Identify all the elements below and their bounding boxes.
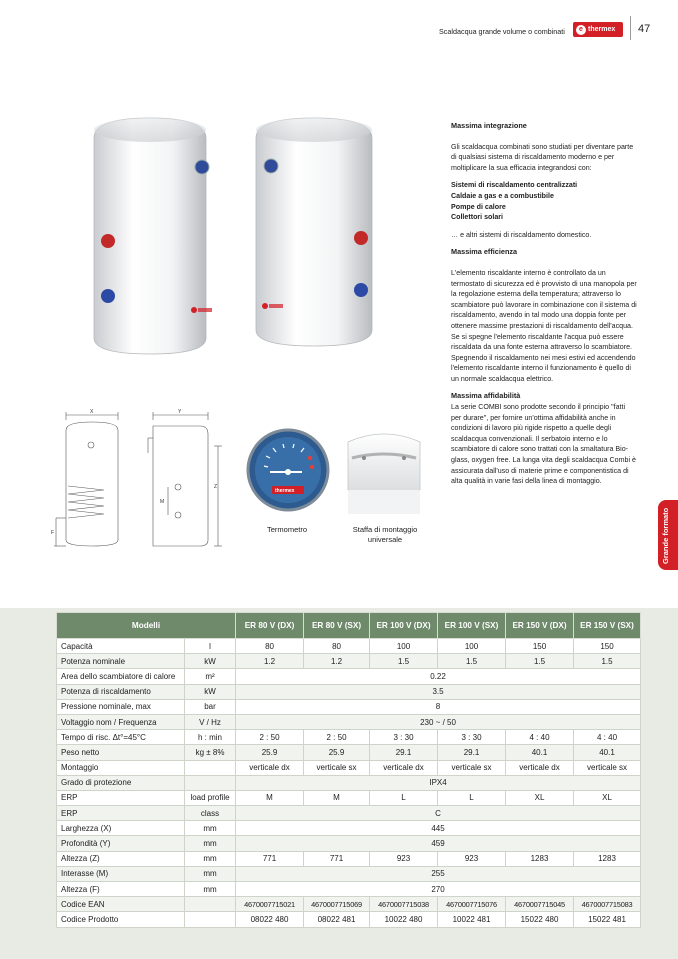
row-value: 923 (438, 851, 506, 866)
dimension-diagram (50, 408, 225, 553)
row-value: 1.5 (438, 654, 506, 669)
row-unit: m² (185, 669, 236, 684)
table-row (57, 821, 641, 836)
product-images (80, 110, 400, 365)
row-value: XL (506, 790, 574, 805)
row-value: 10022 481 (438, 912, 506, 927)
row-label: Voltaggio nom / Frequenza (57, 714, 185, 729)
header-model: ER 80 V (DX) (236, 613, 304, 639)
row-value: verticale sx (438, 760, 506, 775)
header-model: ER 80 V (SX) (304, 613, 370, 639)
header-model: ER 150 V (SX) (574, 613, 641, 639)
paragraph-others: … e altri sistemi di riscaldamento domestico. (451, 230, 592, 239)
row-value: 80 (236, 639, 304, 654)
description-column (451, 121, 637, 487)
table-row (57, 897, 641, 912)
table-row (57, 699, 641, 714)
row-value: 150 (574, 639, 641, 654)
row-value: 4670007715076 (438, 897, 506, 912)
table-row (57, 866, 641, 881)
row-value: XL (574, 790, 641, 805)
header-model: ER 100 V (SX) (438, 613, 506, 639)
caption-thermometer: Termometro (266, 525, 307, 534)
row-unit: class (185, 806, 236, 821)
row-value: 29.1 (370, 745, 438, 760)
table-row (57, 684, 641, 699)
row-label: ERP (57, 806, 185, 821)
row-value: 150 (506, 639, 574, 654)
row-value-merged: 459 (236, 836, 641, 851)
row-value: 15022 481 (574, 912, 641, 927)
table-row (57, 654, 641, 669)
table-row (57, 912, 641, 927)
header-models: Modelli (57, 613, 236, 639)
row-value: verticale sx (304, 760, 370, 775)
row-unit: l (185, 639, 236, 654)
row-value: 771 (236, 851, 304, 866)
row-value: verticale dx (506, 760, 574, 775)
table-row (57, 669, 641, 684)
cold-inlet-icon (354, 283, 368, 297)
brand-mark-icon (262, 303, 268, 309)
row-unit (185, 775, 236, 790)
table-row (57, 745, 641, 760)
heading-reliability: Massima affidabilità (451, 391, 521, 401)
row-value: 4670007715038 (370, 897, 438, 912)
row-unit: mm (185, 866, 236, 881)
row-unit: mm (185, 882, 236, 897)
dim-y-label: Y (178, 409, 182, 415)
caption-bracket: Staffa di montaggio universale (352, 525, 418, 544)
row-value-merged: IPX4 (236, 775, 641, 790)
row-value: 1.2 (236, 654, 304, 669)
bullet-item: Caldaie a gas e a combustibile (451, 191, 554, 200)
hot-outlet-icon (354, 231, 368, 245)
row-value: 1.5 (574, 654, 641, 669)
row-value-merged: 8 (236, 699, 641, 714)
row-value: 100 (370, 639, 438, 654)
row-value: 10022 480 (370, 912, 438, 927)
table-row (57, 730, 641, 745)
row-unit: mm (185, 821, 236, 836)
heading-integration: Massima integrazione (451, 121, 527, 130)
row-label: Codice EAN (57, 897, 185, 912)
row-value: 1.2 (304, 654, 370, 669)
row-label: ERP (57, 790, 185, 805)
heading-efficiency: Massima efficienza (451, 247, 518, 257)
table-row (57, 639, 641, 654)
table-row (57, 806, 641, 821)
bullet-item: Pompe di calore (451, 202, 506, 211)
row-value-merged: 0.22 (236, 669, 641, 684)
page-number: 47 (638, 23, 651, 35)
dim-f-label: F (51, 530, 55, 536)
row-unit: V / Hz (185, 714, 236, 729)
table-row (57, 790, 641, 805)
row-value: 1.5 (506, 654, 574, 669)
row-value: 40.1 (574, 745, 641, 760)
row-value: 4670007715069 (304, 897, 370, 912)
row-value: L (438, 790, 506, 805)
row-unit (185, 760, 236, 775)
row-unit: mm (185, 836, 236, 851)
dim-m-label: M (160, 499, 165, 505)
row-label: Larghezza (X) (57, 821, 185, 836)
spec-table (56, 612, 641, 928)
row-label: Tempo di risc. Δt°=45°C (57, 730, 185, 745)
row-value: 1283 (506, 851, 574, 866)
row-value: 25.9 (236, 745, 304, 760)
row-unit: kW (185, 684, 236, 699)
row-value: 2 : 50 (304, 730, 370, 745)
row-value: 4670007715045 (506, 897, 574, 912)
row-value: 15022 480 (506, 912, 574, 927)
table-row (57, 836, 641, 851)
row-unit: mm (185, 851, 236, 866)
row-value: 4 : 40 (574, 730, 641, 745)
row-label: Pressione nominale, max (57, 699, 185, 714)
row-value: 1283 (574, 851, 641, 866)
row-value: 923 (370, 851, 438, 866)
row-label: Potenza di riscaldamento (57, 684, 185, 699)
row-label: Profondità (Y) (57, 836, 185, 851)
header-divider (630, 16, 631, 40)
table-row (57, 760, 641, 775)
row-value: 3 : 30 (370, 730, 438, 745)
table-row (57, 714, 641, 729)
water-heater-left (94, 118, 212, 354)
row-value: verticale dx (370, 760, 438, 775)
row-value: 08022 480 (236, 912, 304, 927)
row-label: Capacità (57, 639, 185, 654)
header-model: ER 100 V (DX) (370, 613, 438, 639)
row-value-merged: 270 (236, 882, 641, 897)
paragraph-efficiency: L'elemento riscaldante interno è controllato da un termostato di sicurezza ed è provvisto di una manopola per la regolazione esterna della temperatura; attraverso lo scambiatore può lavorare in combinazione con il sistema di riscaldamento, avendo in tal modo una doppia fonte per ottenere massime prestazioni di riscaldamento dell'acqua. Se si spegne l'elemento riscaldante l'acqua può essere riscaldata da una fonte esterna attraverso lo scambiatore. Spegnendo il riscaldamento nei mesi estivi ed accendendo l'elemento riscaldante interno il funzionamento è quello di un normale scaldacqua elettrico. (451, 268, 637, 383)
row-value: 3 : 30 (438, 730, 506, 745)
row-value: 1.5 (370, 654, 438, 669)
row-value-merged: 255 (236, 866, 641, 881)
row-value-merged: 230 ~ / 50 (236, 714, 641, 729)
row-label: Area dello scambiatore di calore (57, 669, 185, 684)
row-value: 2 : 50 (236, 730, 304, 745)
row-value: 40.1 (506, 745, 574, 760)
row-value: 4670007715083 (574, 897, 641, 912)
row-value: M (304, 790, 370, 805)
row-unit: load profile (185, 790, 236, 805)
row-label: Altezza (Z) (57, 851, 185, 866)
header-model: ER 150 V (DX) (506, 613, 574, 639)
cold-inlet-icon (101, 289, 115, 303)
row-value: 100 (438, 639, 506, 654)
header-title: Scaldacqua grande volume o combinati (439, 27, 565, 36)
row-unit: h : min (185, 730, 236, 745)
row-value: 29.1 (438, 745, 506, 760)
hot-outlet-icon (101, 234, 115, 248)
row-label: Interasse (M) (57, 866, 185, 881)
dim-x-label: X (90, 409, 94, 415)
row-value: 771 (304, 851, 370, 866)
row-label: Montaggio (57, 760, 185, 775)
row-unit: kg ± 8% (185, 745, 236, 760)
row-value-merged: 3.5 (236, 684, 641, 699)
row-value-merged: C (236, 806, 641, 821)
bullet-item: Sistemi di riscaldamento centralizzati (451, 181, 578, 190)
row-value: M (236, 790, 304, 805)
row-unit (185, 897, 236, 912)
row-label: Grado di protezione (57, 775, 185, 790)
row-value: verticale sx (574, 760, 641, 775)
thermometer-image (246, 428, 330, 512)
table-row (57, 882, 641, 897)
section-tab-label: Grande formato (661, 507, 670, 564)
dim-z-label: Z (214, 484, 218, 490)
paragraph-reliability: La serie COMBI sono prodotte secondo il principio "fatti per durare", per fornire un'ottima affidabilità anche in condizioni di lavoro più rigide rispetto a quelle degli scaldacqua convenzionali. Il serbatoio interno e lo scambiatore di calore sono trattati con la smaltatura Bio-glass, oxygen free. La lunga vita degli scaldacqua Combi è assicurata dall'uso di materie prime e componentistica di alta qualità in varie fasi della linea di montaggio. (451, 403, 636, 486)
brand-logo-icon: e (576, 25, 586, 35)
row-label: Potenza nominale (57, 654, 185, 669)
section-tab (658, 500, 678, 570)
row-unit: kW (185, 654, 236, 669)
row-value: 4670007715021 (236, 897, 304, 912)
row-unit: bar (185, 699, 236, 714)
row-value: L (370, 790, 438, 805)
bracket-image (342, 428, 426, 520)
brand-mark-icon (191, 307, 197, 313)
thermometer-icon (264, 159, 278, 173)
thermometer-icon (195, 160, 209, 174)
row-label: Altezza (F) (57, 882, 185, 897)
brand-name: thermex (588, 26, 616, 33)
row-unit (185, 912, 236, 927)
row-label: Peso netto (57, 745, 185, 760)
row-value: 4 : 40 (506, 730, 574, 745)
paragraph-integration: Gli scaldacqua combinati sono studiati per diventare parte di qualsiasi sistema di riscaldamento moderno e per moltiplicare la sua efficacia integrandosi con: (451, 142, 634, 172)
water-heater-right (256, 118, 372, 346)
row-value: 08022 481 (304, 912, 370, 927)
row-label: Codice Prodotto (57, 912, 185, 927)
table-header-row (57, 613, 641, 639)
table-row (57, 851, 641, 866)
bullet-item: Collettori solari (451, 213, 504, 222)
table-row (57, 775, 641, 790)
row-value-merged: 445 (236, 821, 641, 836)
brand-logo (573, 22, 623, 37)
row-value: 80 (304, 639, 370, 654)
row-value: verticale dx (236, 760, 304, 775)
dial-brand: thermex (275, 488, 295, 494)
row-value: 25.9 (304, 745, 370, 760)
